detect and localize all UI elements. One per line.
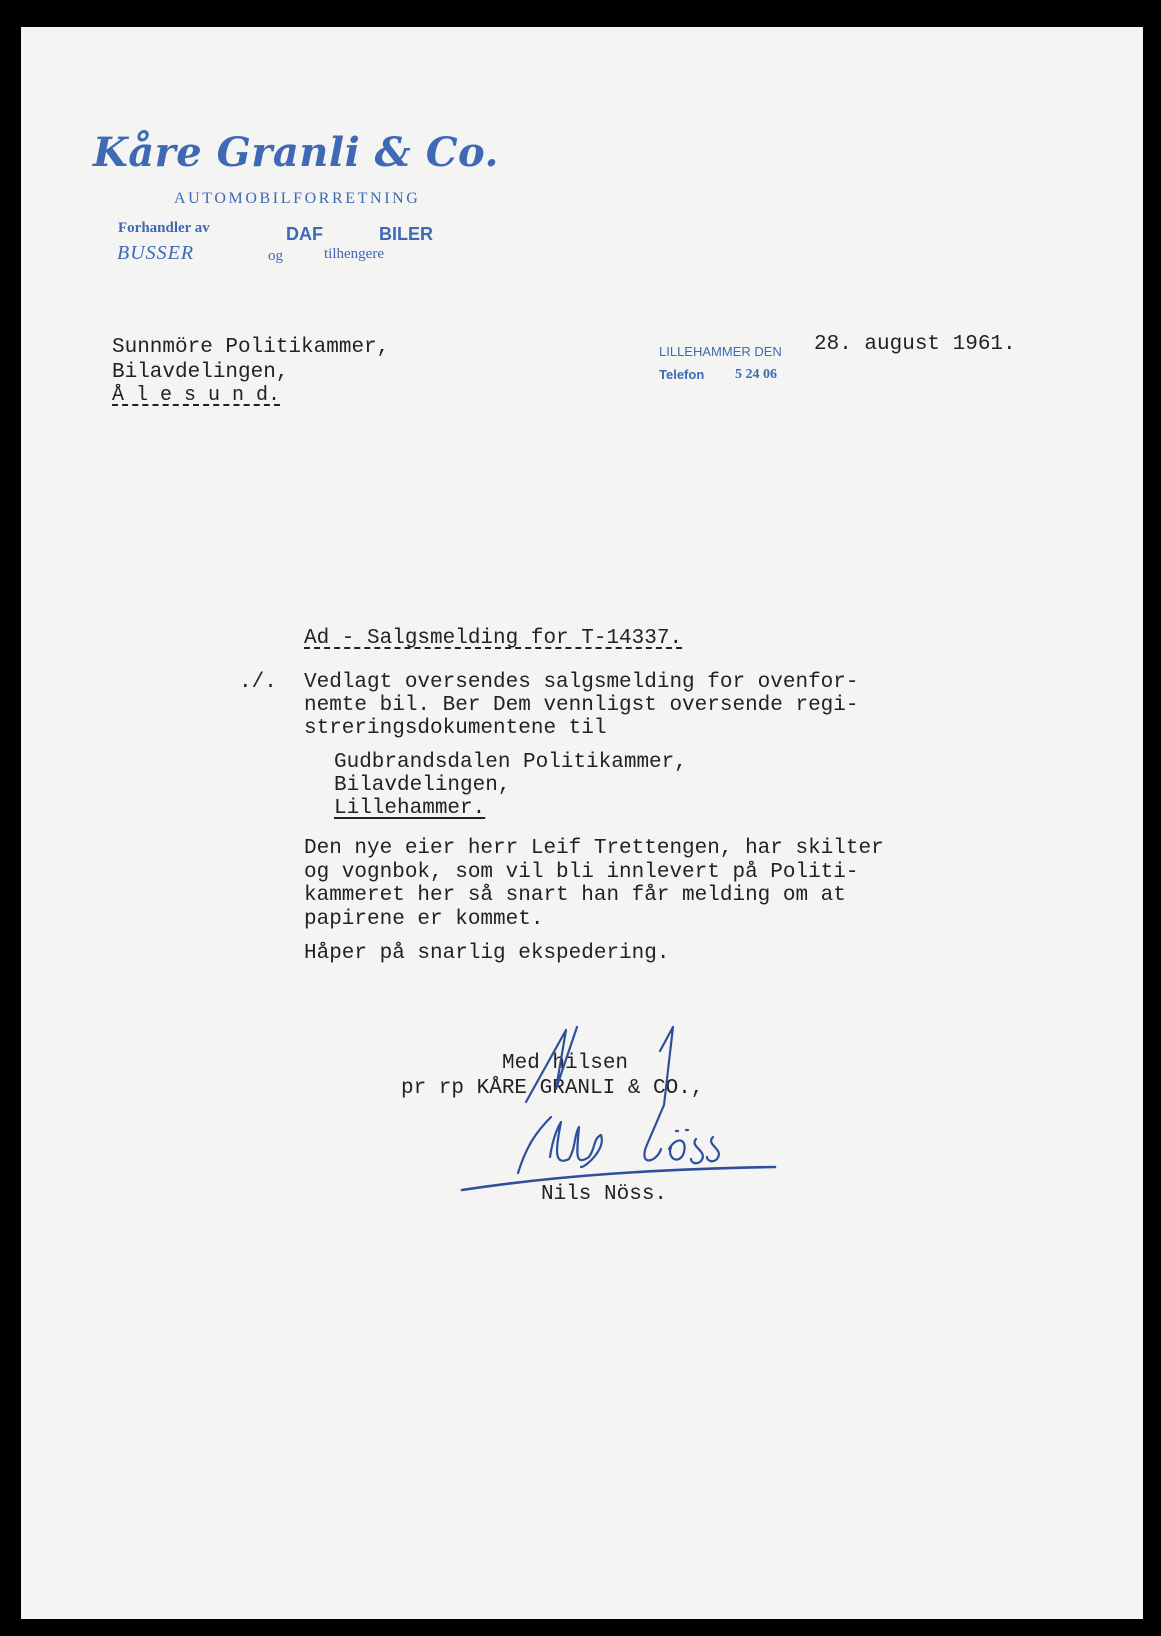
address-line-1: Gudbrandsdalen Politikammer, (334, 751, 687, 774)
recipient-line-2: Bilavdelingen, (112, 361, 289, 384)
trailers-label: tilhengere (324, 246, 384, 262)
typed-name: Nils Nöss. (541, 1183, 668, 1206)
body-p1-line-1: Vedlagt oversendes salgsmelding for ovenfor- (304, 671, 859, 694)
closing-company: pr rp KÅRE GRANLI & CO., (401, 1077, 704, 1100)
letter-page (21, 27, 1143, 1619)
address-line-3: Lillehammer. (334, 797, 486, 820)
address-line-2: Bilavdelingen, (334, 774, 511, 797)
buses-label: BUSSER (117, 242, 195, 264)
and-label: og (268, 248, 283, 264)
body-p2-line-2: og vognbok, som vil bli innlevert på Politi- (304, 861, 859, 884)
closing-greeting: Med hilsen (502, 1052, 629, 1075)
body-p2-line-1: Den nye eier herr Leif Trettengen, har skilter (304, 837, 884, 860)
phone-number: 5 24 06 (735, 367, 777, 382)
body-p2-line-4: papirene er kommet. (304, 908, 544, 931)
phone-label: Telefon (659, 367, 705, 382)
dealer-prefix: Forhandler av (118, 220, 210, 236)
subject-line: Ad - Salgsmelding for T-14337. (304, 627, 683, 650)
recipient-line-1: Sunnmöre Politikammer, (112, 336, 390, 359)
company-name: Kåre Granli & Co. (93, 129, 499, 176)
city-label: LILLEHAMMER DEN (659, 344, 782, 359)
recipient-line-3: Å l e s u n d. (112, 384, 281, 407)
cars-label: BILER (379, 224, 433, 244)
body-p1-line-3: streringsdokumentene til (304, 717, 607, 740)
enclosure-mark: ./. (239, 671, 277, 694)
brand-daf: DAF (286, 224, 323, 244)
body-p1-line-2: nemte bil. Ber Dem vennligst oversende regi- (304, 694, 859, 717)
body-p2-line-3: kammeret her så snart han får melding om at (304, 884, 846, 907)
business-type: AUTOMOBILFORRETNING (174, 190, 421, 207)
letter-date: 28. august 1961. (814, 333, 1016, 356)
body-p3: Håper på snarlig ekspedering. (304, 942, 670, 965)
signature-overlay (21, 27, 1143, 1619)
